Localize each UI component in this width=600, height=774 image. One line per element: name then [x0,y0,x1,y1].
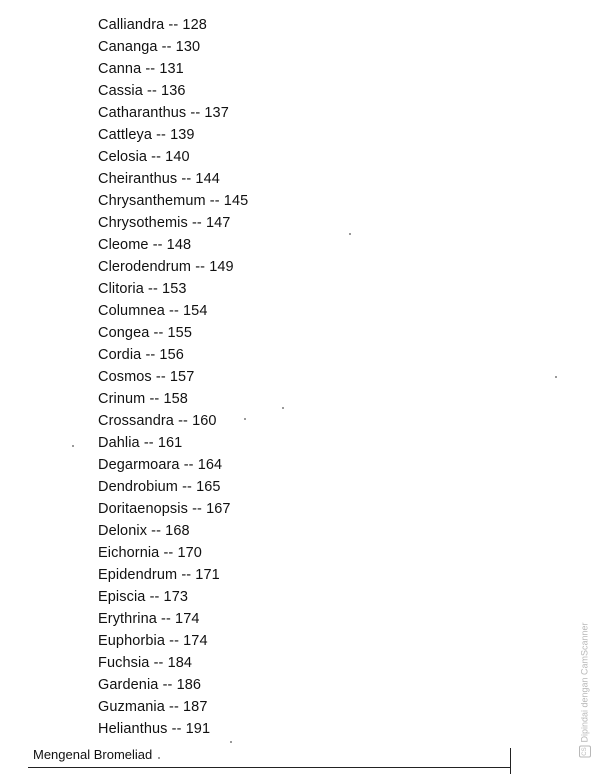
index-entry: Cosmos -- 157 [98,369,195,385]
footer-rule [28,767,511,768]
index-entry: Helianthus -- 191 [98,721,211,737]
index-entry: Cattleya -- 139 [98,127,195,143]
index-entry: Canna -- 131 [98,61,184,77]
index-entry: Cordia -- 156 [98,347,184,363]
index-entry: Eichornia -- 170 [98,545,202,561]
index-entry: Chrysothemis -- 147 [98,215,231,231]
camscanner-logo-icon: CS [579,746,591,758]
watermark-text: Dipindai dengan CamScanner [579,622,590,743]
scan-speck [349,233,351,235]
index-entry: Congea -- 155 [98,325,192,341]
index-entry: Epidendrum -- 171 [98,567,220,583]
scan-speck [282,407,284,409]
index-entry: Celosia -- 140 [98,149,190,165]
index-entry: Crossandra -- 160 [98,413,217,429]
scan-speck [244,418,246,420]
index-entry: Degarmoara -- 164 [98,457,223,473]
scan-speck [158,757,160,759]
index-entry: Columnea -- 154 [98,303,208,319]
index-entry: Dendrobium -- 165 [98,479,221,495]
index-entry: Episcia -- 173 [98,589,189,605]
plant-index-list [98,14,248,740]
index-entry: Cassia -- 136 [98,83,186,99]
index-entry: Erythrina -- 174 [98,611,200,627]
index-entry: Cananga -- 130 [98,39,201,55]
scan-speck [72,445,74,447]
index-entry: Catharanthus -- 137 [98,105,229,121]
index-entry: Doritaenopsis -- 167 [98,501,231,517]
index-entry: Gardenia -- 186 [98,677,202,693]
scan-speck [230,741,232,743]
scan-speck [555,376,557,378]
index-entry: Crinum -- 158 [98,391,188,407]
index-entry: Cleome -- 148 [98,237,192,253]
index-entry: Chrysanthemum -- 145 [98,193,249,209]
index-entry: Cheiranthus -- 144 [98,171,220,187]
footer-book-title: Mengenal Bromeliad [33,747,153,762]
index-entry: Guzmania -- 187 [98,699,208,715]
index-entry: Dahlia -- 161 [98,435,183,451]
index-entry: Clitoria -- 153 [98,281,187,297]
index-entry: Clerodendrum -- 149 [98,259,234,275]
index-entry: Fuchsia -- 184 [98,655,193,671]
index-entry: Euphorbia -- 174 [98,633,208,649]
footer-vertical-rule [510,748,511,774]
index-entry: Delonix -- 168 [98,523,190,539]
scanner-watermark [579,622,591,757]
index-entry: Calliandra -- 128 [98,17,207,33]
